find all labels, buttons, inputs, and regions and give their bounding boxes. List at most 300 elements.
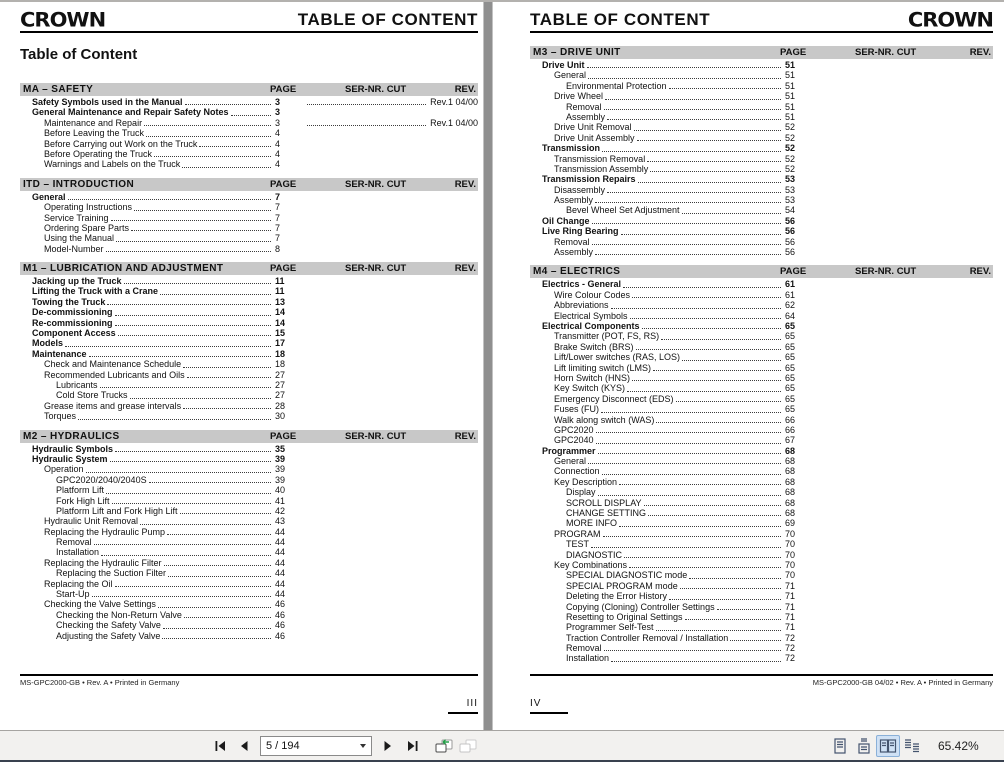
history-back-button[interactable] <box>432 735 456 757</box>
toc-entry-page: 71 <box>785 591 796 602</box>
toc-entry-page: 15 <box>275 328 286 339</box>
toc-entry-title: Deleting the Error History <box>566 591 668 602</box>
toc-entry-title: Check and Maintenance Schedule <box>44 359 182 370</box>
toc-entry-title: Recommended Lubricants and Oils <box>44 369 185 380</box>
toc-entry <box>530 425 993 435</box>
leader-dots <box>669 591 781 599</box>
leader-dots <box>650 164 781 172</box>
toc-entry-title: Lubricants <box>56 379 98 390</box>
history-forward-button[interactable] <box>456 735 480 757</box>
toc-entry-page: 4 <box>275 159 281 170</box>
toc-entry <box>530 487 993 497</box>
next-page-button[interactable] <box>376 735 400 757</box>
page-number-underline <box>530 712 568 714</box>
section-title: M4 – ELECTRICS <box>533 266 621 278</box>
toc-entry-title: Hydraulic Symbols <box>32 443 114 454</box>
toc-entry <box>530 508 993 518</box>
toc-entry-title: Walk along switch (WAS) <box>554 414 655 425</box>
toc-entry <box>20 244 478 254</box>
toc-entry-title: Removal <box>554 236 590 247</box>
toc-entry-main <box>530 435 815 445</box>
toc-entry-main <box>530 112 815 122</box>
leader-dots <box>623 279 781 287</box>
toc-entry-page: 66 <box>785 424 796 435</box>
toc-entry-title: Cold Store Trucks <box>56 390 128 401</box>
single-page-view-button[interactable] <box>828 735 852 757</box>
toc-entry <box>530 581 993 591</box>
toc-entry <box>530 195 993 205</box>
toc-entry-main <box>530 133 815 143</box>
section-title: ITD – INTRODUCTION <box>23 178 135 190</box>
leader-dots <box>605 91 781 99</box>
toc-entry-title: General <box>554 456 587 467</box>
leader-dots <box>595 247 781 255</box>
toc-entry <box>530 456 993 466</box>
toc-entry-page: 65 <box>785 352 796 363</box>
toc-entry-title: TEST <box>566 539 590 550</box>
leader-dots <box>112 496 271 504</box>
toc-entry-title: Installation <box>566 653 610 664</box>
leader-dots <box>199 139 271 147</box>
toc-entry-title: Replacing the Hydraulic Filter <box>44 557 162 568</box>
toc-entry-main <box>20 401 305 411</box>
column-header-page: PAGE <box>270 263 297 275</box>
leader-dots <box>183 401 271 409</box>
toc-entry-page: 52 <box>785 153 796 164</box>
toc-entry <box>530 205 993 215</box>
column-header-sernr-cut: SER-NR. CUT <box>345 178 407 190</box>
toc-entry-title: Jacking up the Truck <box>32 276 122 287</box>
toc-entry-main <box>530 404 815 414</box>
crown-logo: CROWN <box>20 8 106 31</box>
toc-entry-main <box>530 446 815 456</box>
column-header-sernr-cut: SER-NR. CUT <box>855 266 917 278</box>
toc-entry <box>530 154 993 164</box>
toc-entry-main <box>530 91 815 101</box>
toc-entry-title: Models <box>32 338 64 349</box>
toc-entry-title: Model-Number <box>44 243 104 254</box>
toc-entry-main <box>530 570 815 580</box>
book-view-icon <box>903 737 921 755</box>
toc-entry-main <box>530 174 815 184</box>
leader-dots <box>632 373 781 381</box>
toc-entry-main <box>530 321 815 331</box>
toc-entry-main <box>20 107 305 117</box>
section-header <box>20 262 478 275</box>
leader-dots <box>656 415 781 423</box>
leader-dots <box>630 311 781 319</box>
toc-entry-title: Maintenance and Repair <box>44 117 143 128</box>
page-navigation-group <box>208 735 480 757</box>
toc-entry-title: Programmer Self-Test <box>566 622 654 633</box>
leader-dots <box>644 498 781 506</box>
toc-entry-page: 7 <box>275 202 281 213</box>
toc-entry-main <box>20 390 305 400</box>
leader-dots <box>611 300 781 308</box>
toc-entry-title: DIAGNOSTIC <box>566 549 623 560</box>
toc-entry-page: 56 <box>785 236 796 247</box>
page-number-input[interactable] <box>260 736 372 756</box>
toc-entry-page: 52 <box>785 132 796 143</box>
toc-entry-main <box>530 195 815 205</box>
toc-entry <box>530 122 993 132</box>
leader-dots <box>78 411 271 419</box>
toc-entry-main <box>530 164 815 174</box>
toc-entry-title: SPECIAL PROGRAM mode <box>566 580 678 591</box>
leader-dots <box>110 454 271 462</box>
column-header-sernr-cut: SER-NR. CUT <box>855 47 917 58</box>
toc-entry <box>530 498 993 508</box>
toc-entry-page: 44 <box>275 557 286 568</box>
toc-entry-main <box>530 352 815 362</box>
toc-entry-title: Programmer <box>542 445 596 456</box>
toc-entry-page: 70 <box>785 549 796 560</box>
toc-entry-title: Electrical Symbols <box>554 310 628 321</box>
toc-entry-title: General <box>554 70 587 81</box>
leader-dots <box>107 297 271 305</box>
toc-entry <box>530 373 993 383</box>
column-header-rev: REV. <box>454 84 476 95</box>
toc-entry-page: 4 <box>275 148 281 159</box>
toc-entry-title: Environmental Protection <box>566 80 667 91</box>
leader-dots <box>92 589 271 597</box>
section-title: M1 – LUBRICATION AND ADJUSTMENT <box>23 263 224 275</box>
toc-entry-title: Operation <box>44 464 84 475</box>
toc-entry-title: Start-Up <box>56 589 90 600</box>
page-number-roman: IV <box>530 698 542 709</box>
toc-section <box>20 83 478 170</box>
toc-entry-main <box>530 154 815 164</box>
history-forward-icon <box>458 737 478 755</box>
toc-entry-title: Grease items and grease intervals <box>44 400 182 411</box>
toc-entry-page: 68 <box>785 476 796 487</box>
toc-entry-title: Drive Unit Assembly <box>554 132 635 143</box>
toc-entry-main <box>20 307 305 317</box>
toc-entry-page: 65 <box>785 320 796 331</box>
leader-dots <box>669 81 781 89</box>
leader-dots <box>637 133 781 141</box>
crown-logo: CROWN <box>907 8 993 31</box>
leader-dots <box>592 216 781 224</box>
toc-entry-title: Service Training <box>44 212 109 223</box>
toc-entry <box>20 464 478 474</box>
last-page-button[interactable] <box>400 735 424 757</box>
toc-entry-page: 11 <box>275 286 285 297</box>
toc-entry <box>530 550 993 560</box>
toc-entry-main <box>20 349 305 359</box>
leader-dots <box>115 318 271 326</box>
toc-entry-main <box>530 560 815 570</box>
leader-dots <box>624 550 781 558</box>
toc-entry-page: 27 <box>275 379 286 390</box>
toc-entry <box>530 331 993 341</box>
toc-entry-main <box>530 70 815 80</box>
toc-entry <box>530 237 993 247</box>
toc-entry-main <box>20 370 305 380</box>
toc-entry-title: Lift limiting switch (LMS) <box>554 362 652 373</box>
toc-entry-title: General <box>32 191 66 202</box>
leader-dots <box>638 174 781 182</box>
toc-entry-title: Horn Switch (HNS) <box>554 372 631 383</box>
toc-entry-title: Wire Colour Codes <box>554 289 631 300</box>
single-page-view-icon <box>831 737 849 755</box>
footer-imprint: MS-GPC2000-GB 04/02 • Rev. A • Printed in Germany <box>812 678 993 687</box>
toc-entry-main <box>530 425 815 435</box>
toc-entry-page: 65 <box>785 341 796 352</box>
toc-entry-title: Lifting the Truck with a Crane <box>32 286 159 297</box>
toc-entry-title: Operating Instructions <box>44 202 133 213</box>
toc-entry <box>20 118 478 128</box>
toc-entry <box>20 496 478 506</box>
toc-entry-page: 8 <box>275 243 281 254</box>
toc-entry <box>20 359 478 369</box>
leader-dots <box>162 631 271 639</box>
toc-entry-main <box>20 223 305 233</box>
facing-view-button[interactable] <box>876 735 900 757</box>
toc-entry <box>20 297 478 307</box>
leader-dots <box>604 102 781 110</box>
toc-entry <box>20 506 478 516</box>
toc-entry-title: GPC2020/2040/2040S <box>56 474 147 485</box>
section-header <box>20 178 478 191</box>
toc-entry-page: 53 <box>785 195 796 206</box>
toc-entry-title: Torques <box>44 411 77 422</box>
toc-entry-page: 69 <box>785 518 796 529</box>
toc-entry <box>530 653 993 663</box>
toc-entry <box>530 539 993 549</box>
toc-entry <box>20 202 478 212</box>
toc-entry-page: 68 <box>785 466 796 477</box>
leader-dots <box>587 60 781 68</box>
toc-entry <box>20 620 478 630</box>
toc-entry-page: 44 <box>275 589 286 600</box>
toc-entry-page: 71 <box>785 622 796 633</box>
toc-entry-page: 61 <box>785 289 796 300</box>
toc-entry-title: Electrical Components <box>542 320 640 331</box>
leader-dots <box>307 97 426 105</box>
footer-imprint: MS-GPC2000-GB • Rev. A • Printed in Germany <box>20 678 180 687</box>
toc-entry-title: Key Switch (KYS) <box>554 383 626 394</box>
toc-entry <box>530 133 993 143</box>
leader-dots <box>106 485 271 493</box>
toc-entry-main <box>20 579 305 589</box>
leader-dots <box>627 383 781 391</box>
toc-entry-page: 14 <box>275 317 286 328</box>
toc-entry-title: PROGRAM <box>554 528 601 539</box>
toc-entry <box>530 70 993 80</box>
toc-entry-title: MORE INFO <box>566 518 617 529</box>
column-header-page: PAGE <box>780 47 807 58</box>
leader-dots <box>144 118 271 126</box>
toc-entry-page: 27 <box>275 390 286 401</box>
toc-entry-title: Brake Switch (BRS) <box>554 341 634 352</box>
toc-entry-main <box>20 558 305 568</box>
leader-dots <box>682 205 781 213</box>
toc-entry-page: 70 <box>785 559 796 570</box>
page-number-block <box>448 698 478 714</box>
toc-entry-main <box>20 547 305 557</box>
book-view-button[interactable] <box>900 735 924 757</box>
toc-entry-main <box>20 213 305 223</box>
toc-entry <box>530 102 993 112</box>
leader-dots <box>131 223 271 231</box>
toc-entry-page: 70 <box>785 528 796 539</box>
page-dropdown-caret <box>360 744 366 748</box>
page-header-title: TABLE OF CONTENT <box>297 9 478 29</box>
leader-dots <box>588 456 781 464</box>
page-number-roman: III <box>466 698 478 709</box>
leader-dots <box>661 331 781 339</box>
toc-entry-main <box>530 247 815 257</box>
toc-entry-main <box>20 411 305 421</box>
column-header-sernr-cut: SER-NR. CUT <box>345 430 407 442</box>
pdf-toolbar <box>0 730 1004 762</box>
toc-entry <box>20 139 478 149</box>
toc-entry-main <box>530 81 815 91</box>
toc-entry <box>20 537 478 547</box>
leader-dots <box>231 107 271 115</box>
toc-entry-page: 43 <box>275 516 286 527</box>
toc-entry-main <box>530 602 815 612</box>
toc-entry-page: 18 <box>275 359 286 370</box>
toc-entry <box>530 91 993 101</box>
toc-entry-page: 7 <box>275 191 281 202</box>
toc-entry-page: 61 <box>785 279 796 290</box>
leader-dots <box>619 477 781 485</box>
toc-entry-page: 44 <box>275 547 286 558</box>
toc-entry <box>530 185 993 195</box>
toc-entry <box>20 128 478 138</box>
toc-entry-title: Drive Unit <box>542 60 585 70</box>
leader-dots <box>656 622 781 630</box>
leader-dots <box>115 444 271 452</box>
toc-entry-rev: Rev.1 04/00 <box>430 97 478 107</box>
toc-entry-title: Disassembly <box>554 184 606 195</box>
toc-entry-title: Platform Lift <box>56 485 105 496</box>
continuous-view-button[interactable] <box>852 735 876 757</box>
toc-entry <box>20 233 478 243</box>
toc-entry <box>530 383 993 393</box>
toc-entry <box>530 591 993 601</box>
toc-entry-main <box>20 496 305 506</box>
toc-entry-page: 65 <box>785 362 796 373</box>
toc-entry-title: Traction Controller Removal / Installation <box>566 632 729 643</box>
toc-entry-title: Using the Manual <box>44 233 115 244</box>
leader-dots <box>629 560 781 568</box>
toc-entry-page: 40 <box>275 485 286 496</box>
previous-page-icon <box>239 740 249 752</box>
leader-dots <box>682 352 781 360</box>
leader-dots <box>185 97 271 105</box>
toc-entry-title: Fuses (FU) <box>554 404 599 415</box>
leader-dots <box>621 226 781 234</box>
document-page-left <box>0 2 483 730</box>
toc-entry-title: General Maintenance and Repair Safety Notes <box>32 107 229 118</box>
toc-entry-main <box>530 477 815 487</box>
toc-entry <box>530 143 993 153</box>
previous-page-button[interactable] <box>232 735 256 757</box>
leader-dots <box>588 70 781 78</box>
toc-sections-left <box>20 83 478 641</box>
toc-entry-page: 18 <box>275 348 286 359</box>
toc-entry-main <box>530 653 815 663</box>
toc-entry <box>20 610 478 620</box>
toc-entry-page: 44 <box>275 526 286 537</box>
toc-entry-main <box>20 159 305 169</box>
leader-dots <box>100 380 271 388</box>
toc-entry <box>530 466 993 476</box>
toc-entry-main <box>20 537 305 547</box>
toc-entry-main <box>20 506 305 516</box>
toc-entry-page: 65 <box>785 404 796 415</box>
toc-entry <box>530 477 993 487</box>
toc-entry-page: 42 <box>275 505 286 516</box>
section-header <box>20 83 478 96</box>
toc-section <box>20 262 478 421</box>
toc-entry-title: Removal <box>566 101 602 112</box>
toc-entry-page: 54 <box>785 205 796 216</box>
next-page-icon <box>383 740 393 752</box>
toc-entry-main <box>20 139 305 149</box>
toc-sections-right <box>530 46 993 664</box>
leader-dots <box>164 558 271 566</box>
leader-dots <box>601 404 781 412</box>
section-header <box>530 46 993 59</box>
toc-entry-page: 28 <box>275 400 286 411</box>
toc-entry-main <box>20 516 305 526</box>
toc-entry-page: 68 <box>785 456 796 467</box>
toc-entry-main <box>530 363 815 373</box>
toc-entry-page: 53 <box>785 174 796 185</box>
first-page-button[interactable] <box>208 735 232 757</box>
leader-dots <box>118 328 271 336</box>
leader-dots <box>648 508 781 516</box>
leader-dots <box>603 529 781 537</box>
toc-entry <box>530 415 993 425</box>
toc-entry-title: Towing the Truck <box>32 296 106 307</box>
toc-entry-rev-part <box>305 97 478 107</box>
toc-section <box>20 430 478 641</box>
toc-entry-page: 39 <box>275 464 286 475</box>
page-footer <box>530 674 993 709</box>
toc-entry-page: 65 <box>785 393 796 404</box>
last-page-icon <box>406 740 419 752</box>
toc-entry <box>530 321 993 331</box>
toc-entry-title: Oil Change <box>542 215 590 226</box>
leader-dots <box>163 620 271 628</box>
toc-entry-main <box>20 97 305 107</box>
toc-entry-title: Drive Wheel <box>554 91 604 102</box>
toc-entry-page: 46 <box>275 599 286 610</box>
toc-entry <box>20 599 478 609</box>
toc-entry <box>20 589 478 599</box>
toc-entry-title: Key Combinations <box>554 559 628 570</box>
leader-dots <box>598 487 781 495</box>
toc-entry-page: 39 <box>275 474 286 485</box>
toc-entry-page: 65 <box>785 383 796 394</box>
toc-entry-page: 72 <box>785 643 796 654</box>
leader-dots <box>592 237 781 245</box>
toc-entry-title: Removal <box>566 643 602 654</box>
toc-entry <box>530 435 993 445</box>
toc-entry-main <box>530 205 815 215</box>
toc-entry-title: Key Description <box>554 476 618 487</box>
toc-entry-title: Before Operating the Truck <box>44 148 153 159</box>
leader-dots <box>106 244 271 252</box>
leader-dots <box>647 154 781 162</box>
toc-entry-main <box>20 149 305 159</box>
toc-entry-page: 72 <box>785 653 796 664</box>
